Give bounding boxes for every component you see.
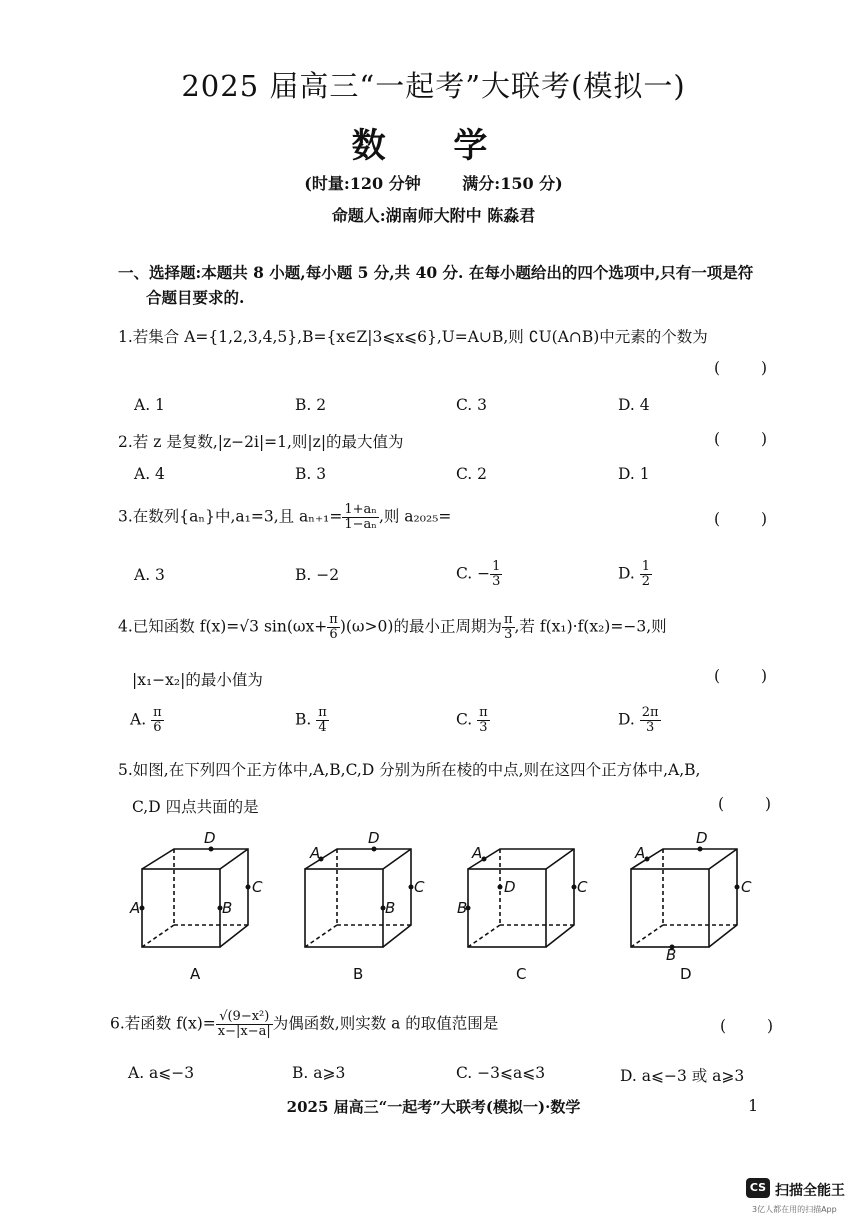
fraction-numerator: 1 (492, 559, 501, 574)
q1-option-d: D. 4 (618, 396, 650, 414)
cube-a (142, 849, 248, 947)
question-6-stem (110, 1010, 498, 1039)
q3-option-c (456, 560, 502, 589)
answer-bracket: ( ) (714, 430, 786, 448)
answer-bracket: ( ) (720, 1017, 792, 1035)
point-c (572, 885, 577, 890)
question-text: 若 z 是复数,|z−2i|=1,则|z|的最大值为 (132, 433, 404, 451)
q4-option-d (618, 706, 661, 735)
q6-option-b: B. a⩾3 (292, 1064, 346, 1082)
q6-option-d: D. a⩽−3 或 a⩾3 (620, 1067, 745, 1085)
option-fraction (640, 560, 652, 589)
label-d: D (504, 878, 516, 896)
exam-info (0, 171, 867, 194)
q2-option-b: B. 3 (295, 465, 327, 483)
question-number: 2. (118, 433, 133, 451)
answer-bracket: ( ) (714, 667, 786, 685)
fraction-denominator: 3 (504, 627, 513, 642)
author-line: 命题人:湖南师大附中 陈淼君 (331, 206, 536, 225)
question-5-stem (118, 758, 700, 780)
label-d: D (696, 829, 708, 847)
q1-option-a: A. 1 (134, 396, 165, 414)
fraction-denominator: 1−aₙ (344, 517, 377, 532)
question-1-stem (118, 325, 708, 347)
question-text: )(ω>0)的最小正周期为 (339, 617, 502, 636)
question-4-stem (118, 613, 667, 642)
point-c (735, 885, 740, 890)
q2-option-a: A. 4 (134, 465, 165, 483)
option-label: D. (618, 710, 640, 729)
label-a: A (472, 844, 483, 862)
question-3-stem (118, 503, 451, 532)
label-a: A (635, 844, 646, 862)
cube-caption-a: A (190, 965, 201, 983)
full-score: 满分:150 分) (462, 174, 563, 193)
q4-option-a (130, 706, 164, 735)
option-fraction (490, 560, 502, 589)
option-label: D. (618, 564, 640, 583)
cube-caption-d: D (680, 965, 692, 983)
label-a: A (310, 844, 321, 862)
fraction-denominator: 3 (479, 720, 488, 735)
cube-d (631, 849, 737, 947)
fraction-numerator: 1+aₙ (344, 502, 377, 517)
q1-option-c: C. 3 (456, 396, 488, 414)
option-label: C. (456, 710, 478, 729)
cube-caption-c: C (516, 965, 527, 983)
q3-option-d (618, 560, 652, 589)
q6-option-c: C. −3⩽a⩽3 (456, 1064, 546, 1082)
cube-b (305, 849, 411, 947)
question-number: 3. (118, 507, 133, 526)
fraction-denominator: 3 (492, 574, 501, 589)
label-c: C (741, 878, 752, 896)
label-b: B (385, 899, 396, 917)
fraction-denominator: 6 (329, 627, 338, 642)
point-c (409, 885, 414, 890)
question-number: 6. (110, 1014, 125, 1033)
period-fraction (502, 613, 515, 642)
exam-title: 2025 届高三“一起考”大联考(模拟一) (181, 69, 686, 103)
option-fraction (316, 706, 329, 735)
question-text: 若集合 A={1,2,3,4,5},B={x∈Z|3⩽x⩽6},U=A∪B,则 ∁U(A∩B)中元素的个数为 (132, 328, 708, 346)
q4-option-c (456, 706, 490, 735)
recurrence-fraction (342, 503, 379, 532)
fraction-denominator: 6 (153, 720, 162, 735)
question-number: 4. (118, 617, 133, 636)
scanner-app-name: 扫描全能王 (775, 1183, 845, 1199)
q6-option-a: A. a⩽−3 (128, 1064, 195, 1082)
question-2-stem (118, 430, 404, 452)
label-a: A (130, 899, 141, 917)
fraction-denominator: 2 (641, 574, 651, 589)
label-b: B (222, 899, 233, 917)
question-text: ,则 a₂₀₂₅= (378, 507, 452, 526)
label-b: B (666, 946, 677, 964)
cube-c (468, 849, 574, 947)
answer-bracket: ( ) (718, 795, 790, 813)
option-label: B. (295, 710, 317, 729)
label-b: B (457, 899, 468, 917)
q3-option-a: A. 3 (134, 566, 165, 584)
fraction-denominator: 4 (318, 720, 327, 735)
label-d: D (368, 829, 380, 847)
q2-option-c: C. 2 (456, 465, 488, 483)
fraction-numerator: π (318, 705, 327, 720)
section-heading: 一、选择题:本题共 8 小题,每小题 5 分,共 40 分. 在每小题给出的四个选项中,只有一项是符 (118, 263, 754, 282)
question-text: 为偶函数,则实数 a 的取值范围是 (272, 1014, 499, 1033)
fraction-denominator: x−|x−a| (217, 1024, 271, 1039)
cube-caption-b: B (353, 965, 364, 983)
scanner-logo-icon: CS (746, 1178, 770, 1198)
question-number: 1. (118, 328, 133, 346)
page-number: 1 (748, 1096, 759, 1115)
q4-option-b (295, 706, 329, 735)
point-d (498, 885, 503, 890)
page-footer: 2025 届高三“一起考”大联考(模拟一)·数学 (286, 1098, 581, 1116)
question-text: 若函数 f(x)= (124, 1014, 216, 1033)
scanner-tagline: 3亿人都在用的扫描App (752, 1205, 837, 1214)
fraction-numerator: π (503, 612, 513, 627)
q2-option-d: D. 1 (618, 465, 650, 483)
option-fraction (151, 706, 164, 735)
fraction-numerator: √(9−x²) (216, 1010, 273, 1025)
section-heading-cont: 合题目要求的. (146, 288, 245, 307)
fraction-numerator: π (479, 705, 488, 720)
fraction-denominator: 3 (646, 720, 655, 735)
fraction-numerator: π (329, 612, 338, 627)
fraction-numerator: 1 (641, 559, 651, 574)
point-d (372, 847, 377, 852)
label-c: C (577, 878, 588, 896)
option-label: C. − (456, 564, 491, 583)
option-label: A. (130, 710, 152, 729)
subject-title: 数 学 (351, 126, 516, 166)
time-limit: (时量:120 分钟 (304, 174, 421, 193)
label-c: C (414, 878, 425, 896)
question-text: 已知函数 f(x)=√3 sin(ωx+ (132, 617, 328, 636)
question-text: 如图,在下列四个正方体中,A,B,C,D 分别为所在棱的中点,则在这四个正方体中,A,B, (132, 761, 701, 779)
point-d (698, 847, 703, 852)
label-c: C (252, 878, 263, 896)
fraction-numerator: 2π (641, 705, 659, 720)
question-5-stem-line2: C,D 四点共面的是 (132, 798, 259, 816)
function-fraction (216, 1010, 273, 1039)
answer-bracket: ( ) (714, 359, 786, 377)
label-d: D (204, 829, 216, 847)
question-text: 在数列{aₙ}中,a₁=3,且 aₙ₊₁= (132, 507, 343, 526)
question-number: 5. (118, 761, 133, 779)
point-d (209, 847, 214, 852)
fraction-numerator: π (153, 705, 162, 720)
q3-option-b: B. −2 (295, 566, 340, 584)
phase-fraction (327, 613, 340, 642)
question-4-stem-line2: |x₁−x₂|的最小值为 (132, 671, 263, 689)
answer-bracket: ( ) (714, 510, 786, 528)
option-fraction (640, 706, 661, 735)
option-fraction (477, 706, 490, 735)
question-text: ,若 f(x₁)·f(x₂)=−3,则 (514, 617, 667, 636)
point-c (246, 885, 251, 890)
q1-option-b: B. 2 (295, 396, 327, 414)
